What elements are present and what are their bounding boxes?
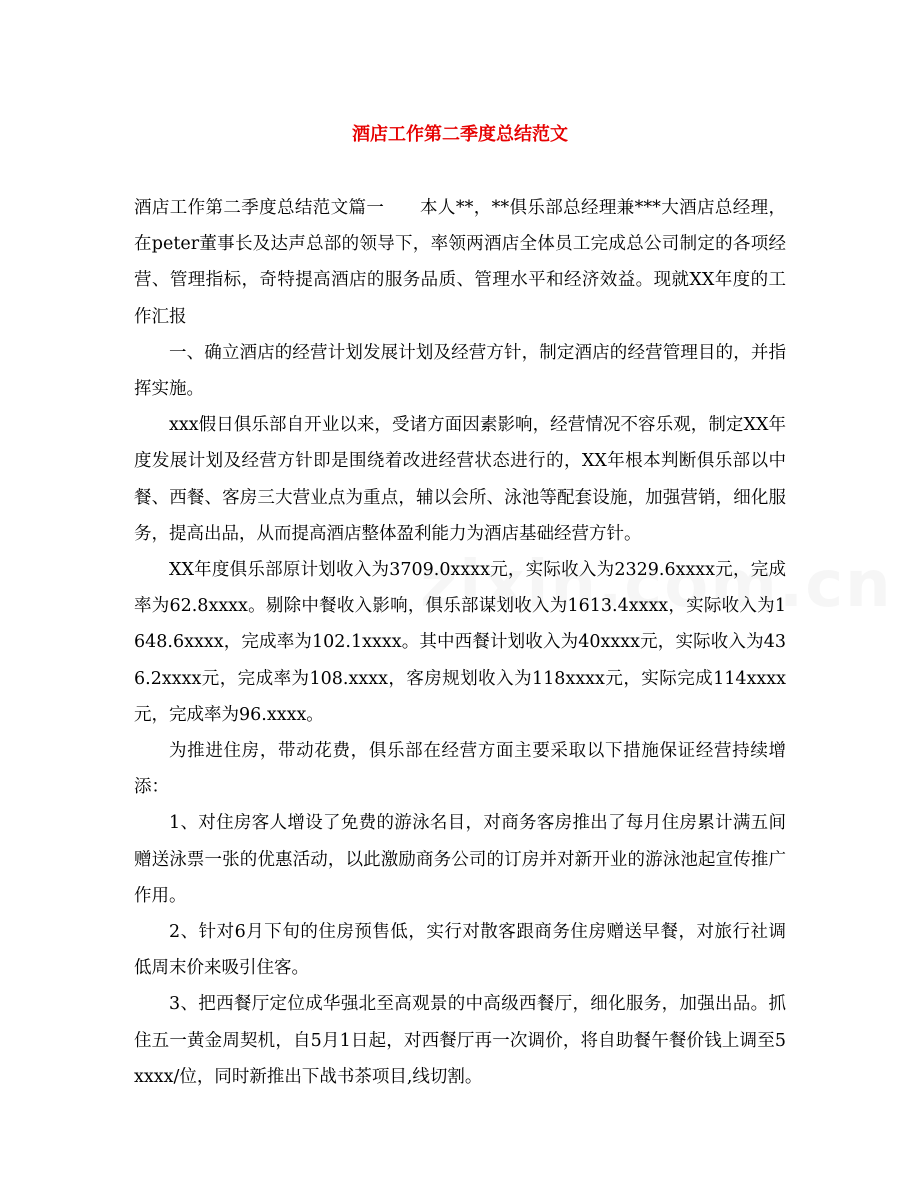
paragraph-measure-2: 2、针对6月下旬的住房预售低，实行对散客跟商务住房赠送早餐，对旅行社调低周末价来吸引住客。	[134, 922, 786, 979]
paragraph-measure-1: 1、对住房客人增设了免费的游泳名目，对商务客房推出了每月住房累计满五间赠送泳票一张的优惠活动，以此激励商务公司的订房并对新开业的游泳池起宣传推广作用。	[134, 813, 786, 906]
paragraph-operating-policy: xxx假日俱乐部自开业以来，受诸方面因素影响，经营情况不容乐观，制定XX年度发展计划及经营方针即是围绕着改进经营状态进行的，XX年根本判断俱乐部以中餐、西餐、客房三大营业点为重点，辅以会所、泳池等配套设施，加强营销，细化服务，提高出品，从而提高酒店整体盈利能力为酒店基础经营方针。	[134, 415, 786, 544]
paragraph-intro: 酒店工作第二季度总结范文篇一 本人**，**俱乐部总经理兼***大酒店总经理，在peter董事长及达声总部的领导下，率领两酒店全体员工完成总公司制定的各项经营、管理指标，奇特提高酒店的服务品质、管理水平和经济效益。现就XX年度的工作汇报	[134, 198, 786, 327]
document-title: 酒店工作第二季度总结范文	[352, 124, 568, 145]
paragraph-measures-intro: 为推进住房，带动花费，俱乐部在经营方面主要采取以下措施保证经营持续增添：	[134, 741, 786, 798]
paragraph-revenue-figures: XX年度俱乐部原计划收入为3709.0xxxx元，实际收入为2329.6xxxx元，完成率为62.8xxxx。剔除中餐收入影响，俱乐部谋划收入为1613.4xxxx，实际收入为1648.6xxxx，完成率为102.1xxxx。其中西餐计划收入为40xxxx元，实际收入为436.2xxxx元，完成率为108.xxxx，客房规划收入为118xxxx元，实际完成114xxxx元，完成率为96.xxxx。	[134, 560, 786, 725]
paragraph-section-1-heading: 一、确立酒店的经营计划发展计划及经营方针，制定酒店的经营管理目的，并指挥实施。	[134, 342, 786, 400]
document-body	[134, 190, 786, 1095]
paragraph-measure-3: 3、把西餐厅定位成华强北至高观景的中高级西餐厅，细化服务，加强出品。抓住五一黄金周契机，自5月1日起，对西餐厅再一次调价，将自助餐午餐价钱上调至5xxxx/位，同时新推出下战书茶项目,线切割。	[134, 994, 786, 1087]
